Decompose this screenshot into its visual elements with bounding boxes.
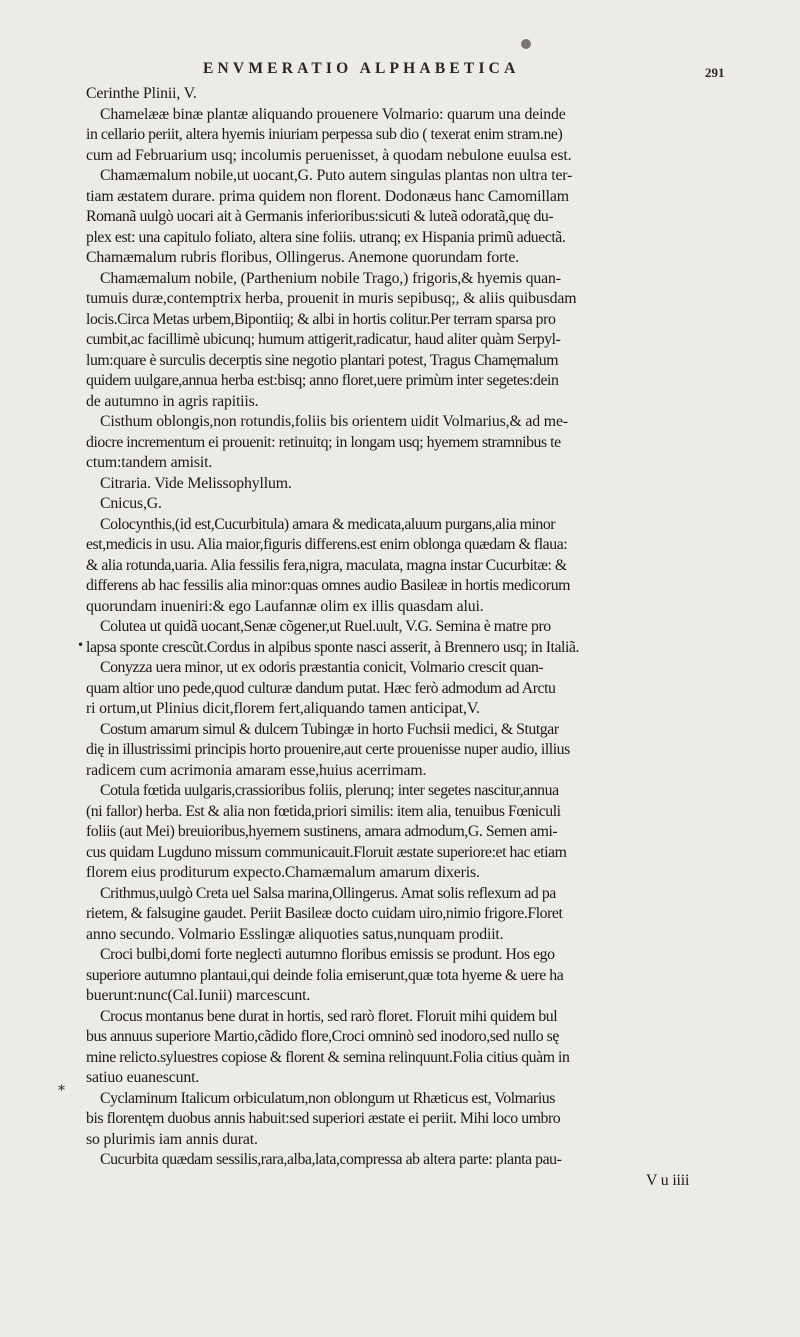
ink-spot xyxy=(521,39,531,49)
text-line: Cyclaminum Italicum orbiculatum,non oblongum ut Rhæticus est, Volmarius xyxy=(100,1089,555,1107)
text-line: cum ad Februarium usq; incolumis peruenisset, à quodam nebulone euulsa est. xyxy=(86,146,572,164)
text-line: anno secundo. Volmario Esslingæ aliquoties satus,nunquam prodiit. xyxy=(86,925,504,943)
text-line: superiore autumno plantaui,qui deinde folia emiserunt,quæ tota hyeme & uere ha xyxy=(86,966,564,984)
text-line: Costum amarum simul & dulcem Tubingæ in horto Fuchsii medici, & Stutgar xyxy=(100,720,559,738)
page-header xyxy=(0,60,800,84)
text-line: mine relicto.syluestres copiose & florent & semina relinquunt.Folia citius quàm in xyxy=(86,1048,570,1066)
text-line: differens ab hac fessilis alia minor:quas omnes audio Basileæ in hortis medicorum xyxy=(86,577,571,594)
text-line: in cellario periit, altera hyemis iniuriam perpessa sub dio ( texerat enim stram.ne) xyxy=(86,126,563,143)
text-line: Crocus montanus bene durat in hortis, sed rarò floret. Floruit mihi quidem bul xyxy=(100,1007,558,1025)
margin-mark-asterisk: * xyxy=(58,1083,65,1099)
margin-mark-bullet: • xyxy=(77,638,85,652)
text-line: Colutea ut quidã uocant,Senæ cõgener,ut Ruel.uult, V.G. Semina è matre pro xyxy=(100,618,551,635)
text-line: Cucurbita quædam sessilis,rara,alba,lata,compressa ab altera parte: planta pau- xyxy=(100,1151,562,1168)
text-line: Cotula fœtida uulgaris,crassioribus foliis, plerunq; inter segetes nascitur,annua xyxy=(100,782,559,799)
text-line: Croci bulbi,domi forte neglecti autumno floribus emissis se produnt. Hos ego xyxy=(100,946,555,963)
text-line: Chamæmalum nobile, (Parthenium nobile Trago,) frigoris,& hyemis quan- xyxy=(100,269,561,287)
text-line: buerunt:nunc(Cal.Iunii) marcescunt. xyxy=(86,987,311,1004)
text-line: Conyzza uera minor, ut ex odoris præstantia conicit, Volmario crescit quan- xyxy=(100,659,544,676)
text-line: Colocynthis,(id est,Cucurbitula) amara & medicata,aluum purgans,alia minor xyxy=(100,515,556,533)
text-line: est,medicis in usu. Alia maior,figuris differens.est enim oblonga quædam & flaua: xyxy=(86,536,568,553)
text-line: lapsa sponte crescũt.Cordus in alpibus sponte nasci asserit, à Brennero usq; in Italiã. xyxy=(86,638,579,656)
text-line: bus annuus superiore Martio,cãdido flore,Croci omninò sed inodoro,sed nullo sę xyxy=(86,1028,559,1045)
running-head: ENVMERATIO ALPHABETICA xyxy=(203,60,520,77)
text-line: rietem, & falsugine gaudet. Periit Basileæ docto cuidam uiro,nimio frigore.Floret xyxy=(86,905,563,922)
text-line: Crithmus,uulgò Creta uel Salsa marina,Ollingerus. Amat solis reflexum ad pa xyxy=(100,884,556,902)
text-line: Cnicus,G. xyxy=(100,495,162,512)
text-line: cumbit,ac facillimè ubicunq; humum attigerit,radicatur, haud aliter quàm Serpyl- xyxy=(86,331,561,348)
text-line: Romanã uulgò uocari ait à Germanis inferioribus:sicuti & luteã odoratã,quę du- xyxy=(86,208,554,225)
text-line: Citraria. Vide Melissophyllum. xyxy=(100,474,292,492)
text-line: Chamæmalum nobile,ut uocant,G. Puto autem singulas plantas non ultra ter- xyxy=(100,167,573,184)
text-line: (ni fallor) herba. Est & alia non fœtida,priori similis: item alia, tenuibus Fœniculi xyxy=(86,802,561,820)
text-line: quam altior uno pede,quod culturæ dandum putat. Hæc ferò admodum ad Arctu xyxy=(86,679,556,697)
text-line: bis florentęm duobus annis habuit:sed superiori æstate ei periit. Mihi loco umbro xyxy=(86,1110,561,1127)
text-line: de autumno in agris rapitiis. xyxy=(86,392,259,410)
text-line: Chamelææ binæ plantæ aliquando prouenere Volmario: quarum una deinde xyxy=(100,105,566,123)
text-line: locis.Circa Metas urbem,Bipontiiq; & albi in hortis colitur.Per terram sparsa pro xyxy=(86,310,556,328)
text-line: Cerinthe Plinii, V. xyxy=(86,85,197,102)
body-text xyxy=(86,84,746,1191)
text-line: so plurimis iam annis durat. xyxy=(86,1130,258,1148)
signature-mark: V u iiii xyxy=(646,1171,690,1189)
text-line: quorundam inueniri:& ego Laufannæ olim ex illis quasdam alui. xyxy=(86,597,484,615)
text-line: foliis (aut Mei) breuioribus,hyemem sustinens, amara admodum,G. Semen ami- xyxy=(86,823,558,840)
text-line: & alia rotunda,uaria. Alia fessilis fera,nigra, maculata, magna instar Cucurbitæ: & xyxy=(86,556,567,574)
text-line: radicem cum acrimonia amaram esse,huius acerrimam. xyxy=(86,761,427,779)
text-line: quidem uulgare,annua herba est:bisq; anno floret,uere primùm inter segetes:dein xyxy=(86,372,559,389)
text-line: tiam æstatem durare. prima quidem non florent. Dodonæus hanc Camomillam xyxy=(86,187,569,205)
text-line: satiuo euanescunt. xyxy=(86,1069,200,1086)
text-line: lum:quare è surculis decerptis sine negotio plantari potest, Tragus Chamęmalum xyxy=(86,351,559,369)
text-line: florem eius proditurum expecto.Chamæmalum amarum dixeris. xyxy=(86,864,480,881)
text-line: dię in illustrissimi principis horto prouenire,aut certe prouenisse nuper audio, illius xyxy=(86,741,570,758)
text-line: Cisthum oblongis,non rotundis,foliis bis orientem uidit Volmarius,& ad me- xyxy=(100,413,568,430)
page-number: 291 xyxy=(705,65,725,80)
text-line: cus quidam Lugduno missum communicauit.Floruit æstate superiore:et hac etiam xyxy=(86,843,567,861)
text-line: Chamæmalum rubris floribus, Ollingerus. Anemone quorundam forte. xyxy=(86,249,520,266)
text-line: tumuis duræ,contemptrix herba, prouenit in muris sepibusq;, & aliis quibusdam xyxy=(86,290,577,307)
text-line: plex est: una capitulo foliato, altera sine foliis. utranq; ex Hispania primũ aduectã. xyxy=(86,228,566,246)
text-line: ctum:tandem amisit. xyxy=(86,454,213,471)
text-line: ri ortum,ut Plinius dicit,florem fert,aliquando tamen anticipat,V. xyxy=(86,700,480,717)
text-line: diocre incrementum ei prouenit: retinuitq; in longam usq; hyemem stramnibus te xyxy=(86,433,561,451)
